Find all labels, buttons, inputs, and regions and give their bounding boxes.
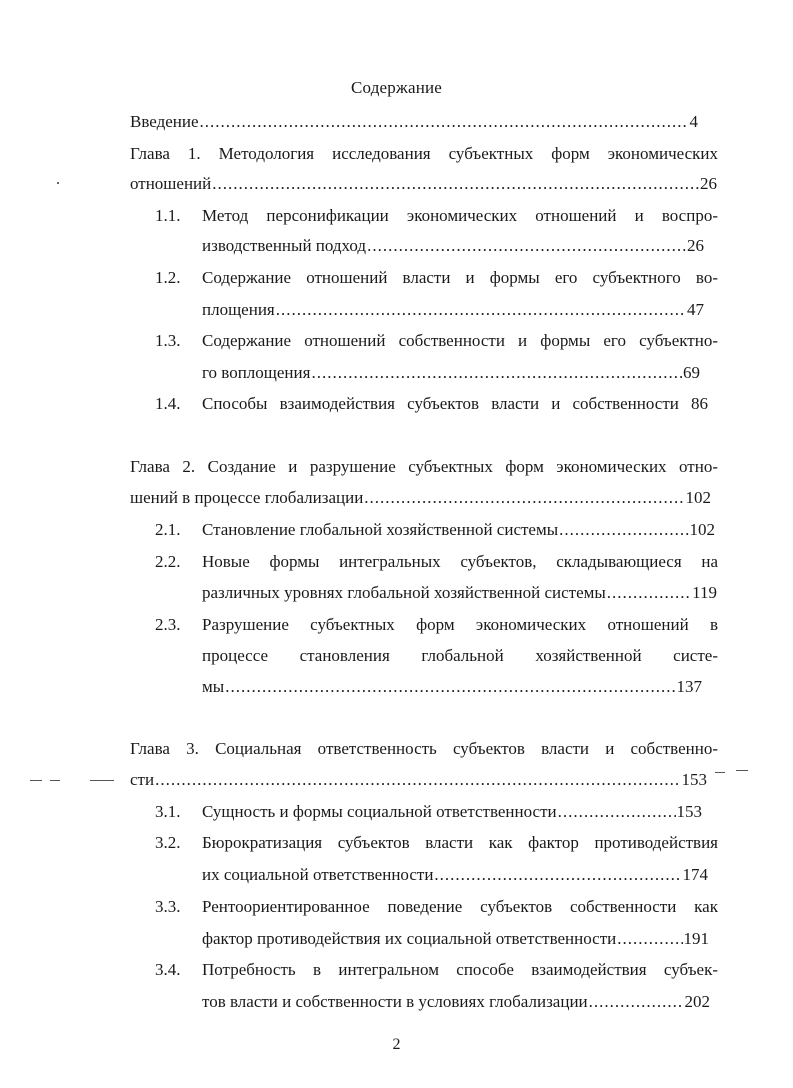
dot-leader bbox=[558, 798, 676, 826]
toc-section-number: 2.2. bbox=[155, 552, 181, 571]
toc-section-3-4-cont[interactable]: тов власти и собственности в условиях глобализации ..... 202 bbox=[202, 988, 710, 1016]
toc-section-number: 2.1. bbox=[155, 520, 181, 539]
toc-section-1-3[interactable]: Содержание отношений собственности и формы его субъектно- bbox=[202, 331, 718, 350]
dot-leader bbox=[276, 296, 686, 324]
dot-leader bbox=[367, 232, 686, 260]
toc-section-3-3-cont[interactable]: фактор противодействия их социальной ответственности ..... 191 bbox=[202, 925, 709, 953]
toc-chapter-2-title-cont[interactable]: шений в процессе глобализации ..... 102 bbox=[130, 484, 711, 512]
dot-leader bbox=[617, 925, 682, 953]
toc-entry-label: Введение bbox=[130, 112, 199, 131]
toc-section-number: 1.4. bbox=[155, 394, 181, 413]
scan-artifact bbox=[736, 770, 748, 771]
toc-section-number: 1.3. bbox=[155, 331, 181, 350]
toc-page-number: 102 bbox=[685, 488, 711, 507]
toc-section-1-2-cont[interactable]: площения ..... 47 bbox=[202, 296, 704, 324]
toc-section-1-4[interactable]: Способы взаимодействия субъектов власти и собственности 86 bbox=[202, 394, 708, 413]
scan-artifact bbox=[50, 780, 60, 781]
toc-section-number: 3.2. bbox=[155, 833, 181, 852]
toc-section-1-1[interactable]: Метод персонификации экономических отношений и воспро- bbox=[202, 206, 718, 225]
dot-leader bbox=[589, 988, 684, 1016]
toc-section-3-2[interactable]: Бюрократизация субъектов власти как фактор противодействия bbox=[202, 833, 718, 852]
toc-section-2-2-cont[interactable]: различных уровнях глобальной хозяйственной системы ..... 119 bbox=[202, 579, 717, 607]
scan-artifact bbox=[30, 780, 42, 781]
toc-chapter-3-title[interactable]: Глава 3. Социальная ответственность субъектов власти и собственно- bbox=[130, 739, 718, 758]
dot-leader bbox=[212, 170, 699, 198]
dot-leader bbox=[225, 673, 675, 701]
dot-leader bbox=[155, 766, 680, 794]
toc-page-number: 69 bbox=[683, 363, 700, 382]
page-title: Содержание bbox=[350, 78, 443, 97]
toc-page-number: 47 bbox=[687, 300, 704, 319]
dot-leader bbox=[559, 516, 688, 544]
page-number: 2 bbox=[392, 1036, 401, 1053]
toc-section-number: 1.2. bbox=[155, 268, 181, 287]
toc-page-number: 4 bbox=[689, 112, 698, 131]
dot-leader bbox=[200, 108, 689, 136]
toc-page-number: 174 bbox=[682, 865, 708, 884]
toc-section-1-3-cont[interactable]: го воплощения ..... 69 bbox=[202, 359, 700, 387]
toc-section-2-3[interactable]: Разрушение субъектных форм экономических отношений в bbox=[202, 615, 718, 634]
toc-page-number: 26 bbox=[700, 174, 717, 193]
toc-page-number: 153 bbox=[676, 802, 702, 821]
toc-page-number: 191 bbox=[683, 929, 709, 948]
toc-section-number: 3.3. bbox=[155, 897, 181, 916]
toc-section-2-1[interactable]: Становление глобальной хозяйственной системы ..... 102 bbox=[202, 516, 715, 544]
toc-page-number: 26 bbox=[687, 236, 704, 255]
toc-page-number: 119 bbox=[692, 583, 717, 602]
toc-page-number: 153 bbox=[681, 770, 707, 789]
toc-chapter-1-title-cont[interactable]: отношений ..... 26 bbox=[130, 170, 717, 198]
toc-section-3-1[interactable]: Сущность и формы социальной ответственности ..... 153 bbox=[202, 798, 702, 826]
toc-page-number: 202 bbox=[684, 992, 710, 1011]
toc-section-number: 1.1. bbox=[155, 206, 181, 225]
toc-section-3-2-cont[interactable]: их социальной ответственности ..... 174 bbox=[202, 861, 708, 889]
scan-artifact bbox=[90, 780, 114, 781]
dot-leader bbox=[364, 484, 684, 512]
dot-leader bbox=[311, 359, 682, 387]
toc-page-number: 137 bbox=[676, 677, 702, 696]
toc-section-3-4[interactable]: Потребность в интегральном способе взаимодействия субъек- bbox=[202, 960, 718, 979]
toc-section-number: 3.1. bbox=[155, 802, 181, 821]
toc-chapter-3-title-cont[interactable]: сти ..... 153 bbox=[130, 766, 707, 794]
scan-artifact bbox=[715, 772, 725, 773]
dot-leader bbox=[607, 579, 691, 607]
toc-section-3-3[interactable]: Рентоориентированное поведение субъектов собственности как bbox=[202, 897, 718, 916]
toc-section-number: 3.4. bbox=[155, 960, 181, 979]
toc-section-2-2[interactable]: Новые формы интегральных субъектов, складывающиеся на bbox=[202, 552, 718, 571]
toc-chapter-1-title[interactable]: Глава 1. Методология исследования субъектных форм экономических bbox=[130, 144, 718, 163]
toc-section-1-1-cont[interactable]: изводственный подход ..... 26 bbox=[202, 232, 704, 260]
toc-entry-intro[interactable] bbox=[130, 108, 698, 136]
toc-section-number: 2.3. bbox=[155, 615, 181, 634]
toc-section-1-2[interactable]: Содержание отношений власти и формы его субъектного во- bbox=[202, 268, 718, 287]
toc-chapter-2-title[interactable]: Глава 2. Создание и разрушение субъектных форм экономических отно- bbox=[130, 457, 718, 476]
dot-leader bbox=[434, 861, 681, 889]
toc-section-2-3-cont[interactable]: процессе становления глобальной хозяйственной систе- bbox=[202, 646, 718, 665]
toc-page-number: 102 bbox=[689, 520, 715, 539]
toc-section-2-3-cont2[interactable]: мы ..... 137 bbox=[202, 673, 702, 701]
scan-speck bbox=[57, 182, 59, 184]
